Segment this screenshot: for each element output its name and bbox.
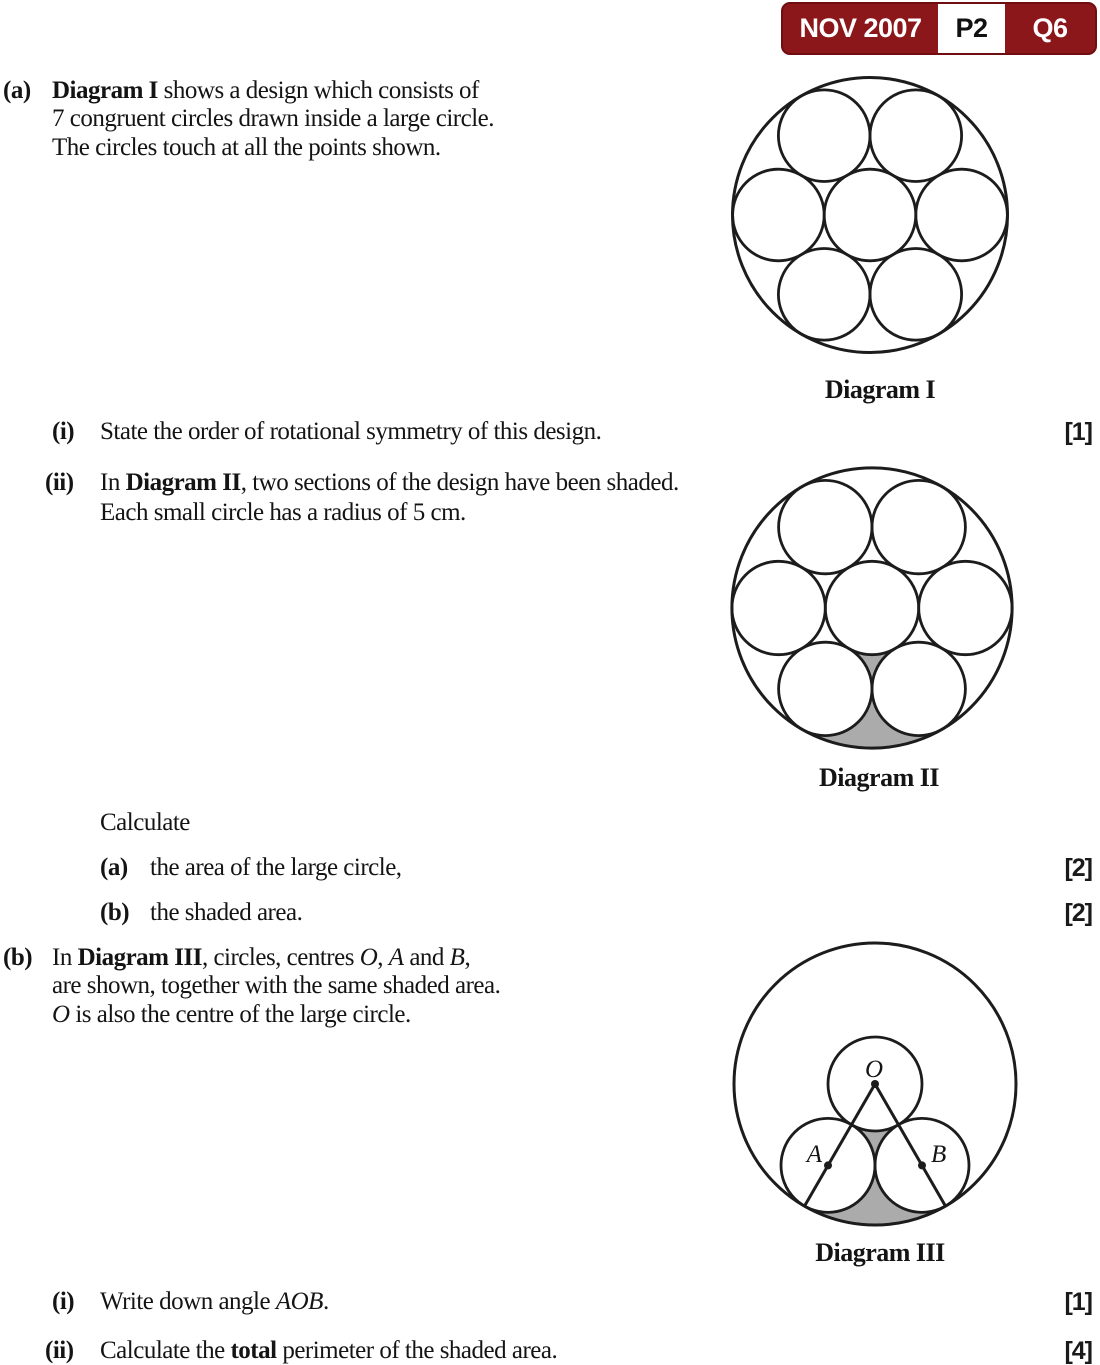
calc-b-text: the shaded area. [150, 899, 303, 926]
part-a-intro [52, 77, 494, 162]
small-circle [778, 249, 870, 341]
calc-a-number: (a) [100, 854, 128, 881]
small-circle-center [824, 169, 916, 261]
small-circle [919, 561, 1012, 654]
small-circle [916, 169, 1008, 261]
small-circle [872, 642, 965, 735]
point-o-label: O [864, 1056, 884, 1083]
calc-b-number: (b) [100, 899, 130, 926]
q-b-i-number: (i) [52, 1288, 75, 1315]
q-a-i-text: State the order of rotational symmetry of this design. [100, 418, 602, 445]
q-b-ii-mark: [4] [1064, 1337, 1092, 1365]
q-a-ii-number: (ii) [45, 469, 74, 496]
point-a-label: A [806, 1141, 822, 1168]
q-a-ii-text-line2: Each small circle has a radius of 5 cm. [100, 499, 466, 526]
question-number-label: Q6 [1032, 13, 1068, 43]
small-circle [870, 90, 962, 182]
diagram-3-figure [725, 934, 1025, 1234]
small-circle [732, 561, 825, 654]
part-b-intro-line2: are shown, together with the same shaded area. [52, 972, 501, 1000]
q-b-i-text: Write down angle AOB. [100, 1288, 329, 1315]
diagram-3-caption: Diagram III [815, 1238, 945, 1267]
q-a-ii-text-line1: In Diagram II, two sections of the design have been shaded. [100, 469, 679, 496]
q-a-i-number: (i) [52, 418, 75, 445]
small-circle [733, 169, 825, 261]
point-b-label: B [931, 1141, 947, 1168]
large-circle [733, 78, 1008, 353]
paper-label: P2 [938, 4, 1005, 53]
small-circle [778, 90, 870, 182]
diagram-2-caption: Diagram II [819, 763, 939, 792]
part-b-intro-line1: In Diagram III, circles, centres O, A and B, [52, 944, 471, 971]
point-b-dot [918, 1161, 926, 1169]
session-label: NOV 2007 [799, 13, 922, 43]
calc-b-mark: [2] [1064, 899, 1092, 927]
diagram-1-caption: Diagram I [824, 375, 936, 404]
point-a-dot [824, 1161, 832, 1169]
q-b-i-mark: [1] [1064, 1288, 1092, 1316]
diagram-1-figure [720, 65, 1020, 365]
part-a-intro-line3: The circles touch at all the points shown. [52, 133, 441, 161]
small-circle [872, 480, 965, 573]
calculate-heading: Calculate [100, 809, 190, 836]
small-circle [779, 642, 872, 735]
calc-a-mark: [2] [1064, 854, 1092, 882]
question-header-badge [781, 2, 1097, 55]
part-a-intro-line1: Diagram I shows a design which consists of [52, 77, 479, 104]
q-a-i-mark: [1] [1064, 418, 1092, 446]
q-b-ii-text: Calculate the total perimeter of the shaded area. [100, 1337, 558, 1364]
q-b-ii-number: (ii) [45, 1337, 74, 1364]
calc-a-text: the area of the large circle, [150, 854, 402, 881]
part-b-label: (b) [3, 944, 33, 971]
small-circle-center [825, 561, 918, 654]
part-a-label: (a) [3, 77, 31, 104]
part-a-intro-line2: 7 congruent circles drawn inside a large circle. [52, 105, 495, 133]
small-circle [779, 480, 872, 573]
part-b-intro-line3: O is also the centre of the large circle. [52, 1000, 411, 1028]
diagram-2-figure [722, 458, 1022, 758]
part-b-intro [52, 944, 500, 1029]
small-circle [870, 249, 962, 341]
